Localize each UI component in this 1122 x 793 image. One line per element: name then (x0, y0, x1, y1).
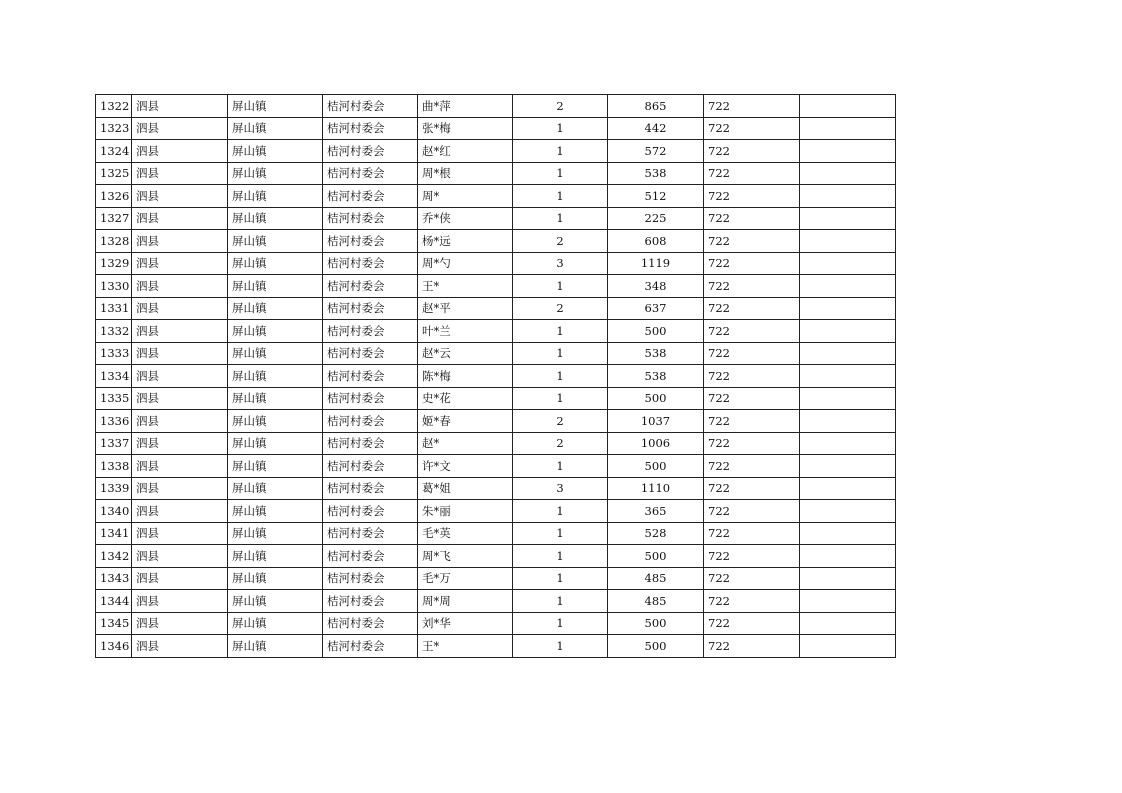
row-number-cell: 1338 (96, 455, 132, 478)
row-number-cell: 1324 (96, 140, 132, 163)
amount-cell: 1037 (608, 410, 704, 433)
table-row (96, 477, 896, 500)
table-row (96, 522, 896, 545)
person-name-cell: 陈*梅 (418, 365, 513, 388)
standard-cell: 722 (704, 387, 800, 410)
amount-cell: 1119 (608, 252, 704, 275)
standard-cell: 722 (704, 252, 800, 275)
person-name-cell: 王* (418, 275, 513, 298)
standard-cell: 722 (704, 500, 800, 523)
village-cell: 桔河村委会 (323, 432, 418, 455)
row-number-cell: 1339 (96, 477, 132, 500)
person-name-cell: 毛*万 (418, 567, 513, 590)
person-name-cell: 王* (418, 635, 513, 658)
town-cell: 屏山镇 (228, 545, 323, 568)
row-number-cell: 1346 (96, 635, 132, 658)
household-size-cell: 2 (513, 95, 608, 118)
table-row (96, 275, 896, 298)
amount-cell: 1110 (608, 477, 704, 500)
note-cell (800, 95, 896, 118)
standard-cell: 722 (704, 140, 800, 163)
county-cell: 泗县 (132, 545, 228, 568)
table-row (96, 230, 896, 253)
household-size-cell: 1 (513, 387, 608, 410)
standard-cell: 722 (704, 320, 800, 343)
village-cell: 桔河村委会 (323, 230, 418, 253)
village-cell: 桔河村委会 (323, 567, 418, 590)
document-sheet (95, 94, 895, 658)
village-cell: 桔河村委会 (323, 342, 418, 365)
village-cell: 桔河村委会 (323, 590, 418, 613)
county-cell: 泗县 (132, 387, 228, 410)
household-size-cell: 2 (513, 432, 608, 455)
table-row (96, 207, 896, 230)
row-number-cell: 1333 (96, 342, 132, 365)
amount-cell: 500 (608, 545, 704, 568)
household-size-cell: 1 (513, 162, 608, 185)
person-name-cell: 朱*丽 (418, 500, 513, 523)
town-cell: 屏山镇 (228, 635, 323, 658)
town-cell: 屏山镇 (228, 567, 323, 590)
household-size-cell: 2 (513, 230, 608, 253)
note-cell (800, 275, 896, 298)
person-name-cell: 杨*远 (418, 230, 513, 253)
amount-cell: 348 (608, 275, 704, 298)
table-row (96, 387, 896, 410)
table-row (96, 410, 896, 433)
village-cell: 桔河村委会 (323, 297, 418, 320)
table-row (96, 320, 896, 343)
household-size-cell: 1 (513, 365, 608, 388)
town-cell: 屏山镇 (228, 590, 323, 613)
note-cell (800, 590, 896, 613)
standard-cell: 722 (704, 477, 800, 500)
note-cell (800, 522, 896, 545)
table-row (96, 545, 896, 568)
standard-cell: 722 (704, 207, 800, 230)
amount-cell: 637 (608, 297, 704, 320)
standard-cell: 722 (704, 297, 800, 320)
row-number-cell: 1335 (96, 387, 132, 410)
person-name-cell: 赵*平 (418, 297, 513, 320)
note-cell (800, 320, 896, 343)
household-size-cell: 3 (513, 252, 608, 275)
county-cell: 泗县 (132, 320, 228, 343)
row-number-cell: 1332 (96, 320, 132, 343)
household-size-cell: 1 (513, 590, 608, 613)
town-cell: 屏山镇 (228, 410, 323, 433)
village-cell: 桔河村委会 (323, 500, 418, 523)
county-cell: 泗县 (132, 140, 228, 163)
note-cell (800, 635, 896, 658)
county-cell: 泗县 (132, 635, 228, 658)
county-cell: 泗县 (132, 365, 228, 388)
village-cell: 桔河村委会 (323, 162, 418, 185)
town-cell: 屏山镇 (228, 185, 323, 208)
table-row (96, 635, 896, 658)
person-name-cell: 周*根 (418, 162, 513, 185)
row-number-cell: 1345 (96, 612, 132, 635)
row-number-cell: 1344 (96, 590, 132, 613)
village-cell: 桔河村委会 (323, 140, 418, 163)
note-cell (800, 432, 896, 455)
person-name-cell: 赵*红 (418, 140, 513, 163)
household-size-cell: 2 (513, 410, 608, 433)
standard-cell: 722 (704, 410, 800, 433)
town-cell: 屏山镇 (228, 500, 323, 523)
household-size-cell: 1 (513, 117, 608, 140)
table-row (96, 252, 896, 275)
county-cell: 泗县 (132, 275, 228, 298)
town-cell: 屏山镇 (228, 522, 323, 545)
amount-cell: 865 (608, 95, 704, 118)
amount-cell: 538 (608, 342, 704, 365)
standard-cell: 722 (704, 545, 800, 568)
county-cell: 泗县 (132, 432, 228, 455)
household-size-cell: 3 (513, 477, 608, 500)
person-name-cell: 葛*姐 (418, 477, 513, 500)
note-cell (800, 387, 896, 410)
town-cell: 屏山镇 (228, 477, 323, 500)
table-row (96, 455, 896, 478)
note-cell (800, 342, 896, 365)
standard-cell: 722 (704, 432, 800, 455)
county-cell: 泗县 (132, 297, 228, 320)
person-name-cell: 周*勺 (418, 252, 513, 275)
person-name-cell: 周* (418, 185, 513, 208)
table-row (96, 185, 896, 208)
person-name-cell: 叶*兰 (418, 320, 513, 343)
note-cell (800, 365, 896, 388)
village-cell: 桔河村委会 (323, 320, 418, 343)
row-number-cell: 1337 (96, 432, 132, 455)
village-cell: 桔河村委会 (323, 117, 418, 140)
household-size-cell: 1 (513, 455, 608, 478)
standard-cell: 722 (704, 275, 800, 298)
county-cell: 泗县 (132, 455, 228, 478)
amount-cell: 500 (608, 612, 704, 635)
town-cell: 屏山镇 (228, 252, 323, 275)
village-cell: 桔河村委会 (323, 410, 418, 433)
amount-cell: 500 (608, 635, 704, 658)
household-size-cell: 1 (513, 635, 608, 658)
row-number-cell: 1341 (96, 522, 132, 545)
county-cell: 泗县 (132, 230, 228, 253)
row-number-cell: 1342 (96, 545, 132, 568)
table-row (96, 342, 896, 365)
town-cell: 屏山镇 (228, 342, 323, 365)
standard-cell: 722 (704, 95, 800, 118)
village-cell: 桔河村委会 (323, 365, 418, 388)
row-number-cell: 1334 (96, 365, 132, 388)
village-cell: 桔河村委会 (323, 95, 418, 118)
row-number-cell: 1327 (96, 207, 132, 230)
note-cell (800, 500, 896, 523)
person-name-cell: 曲*萍 (418, 95, 513, 118)
standard-cell: 722 (704, 522, 800, 545)
note-cell (800, 297, 896, 320)
town-cell: 屏山镇 (228, 207, 323, 230)
row-number-cell: 1343 (96, 567, 132, 590)
table-row (96, 297, 896, 320)
county-cell: 泗县 (132, 252, 228, 275)
household-size-cell: 1 (513, 342, 608, 365)
note-cell (800, 185, 896, 208)
standard-cell: 722 (704, 590, 800, 613)
person-name-cell: 史*花 (418, 387, 513, 410)
household-size-cell: 1 (513, 207, 608, 230)
standard-cell: 722 (704, 455, 800, 478)
county-cell: 泗县 (132, 95, 228, 118)
amount-cell: 442 (608, 117, 704, 140)
village-cell: 桔河村委会 (323, 275, 418, 298)
table-row (96, 432, 896, 455)
town-cell: 屏山镇 (228, 162, 323, 185)
town-cell: 屏山镇 (228, 95, 323, 118)
town-cell: 屏山镇 (228, 275, 323, 298)
table-row (96, 567, 896, 590)
town-cell: 屏山镇 (228, 140, 323, 163)
town-cell: 屏山镇 (228, 365, 323, 388)
amount-cell: 500 (608, 455, 704, 478)
person-name-cell: 毛*英 (418, 522, 513, 545)
household-size-cell: 1 (513, 140, 608, 163)
row-number-cell: 1323 (96, 117, 132, 140)
village-cell: 桔河村委会 (323, 207, 418, 230)
standard-cell: 722 (704, 365, 800, 388)
note-cell (800, 477, 896, 500)
village-cell: 桔河村委会 (323, 545, 418, 568)
note-cell (800, 162, 896, 185)
town-cell: 屏山镇 (228, 612, 323, 635)
row-number-cell: 1328 (96, 230, 132, 253)
amount-cell: 538 (608, 365, 704, 388)
town-cell: 屏山镇 (228, 387, 323, 410)
note-cell (800, 612, 896, 635)
county-cell: 泗县 (132, 117, 228, 140)
note-cell (800, 567, 896, 590)
county-cell: 泗县 (132, 612, 228, 635)
household-size-cell: 2 (513, 297, 608, 320)
person-name-cell: 刘*华 (418, 612, 513, 635)
household-size-cell: 1 (513, 567, 608, 590)
note-cell (800, 455, 896, 478)
table-row (96, 95, 896, 118)
row-number-cell: 1322 (96, 95, 132, 118)
household-size-cell: 1 (513, 320, 608, 343)
town-cell: 屏山镇 (228, 320, 323, 343)
note-cell (800, 410, 896, 433)
village-cell: 桔河村委会 (323, 455, 418, 478)
county-cell: 泗县 (132, 477, 228, 500)
note-cell (800, 117, 896, 140)
county-cell: 泗县 (132, 410, 228, 433)
person-name-cell: 周*飞 (418, 545, 513, 568)
table-row (96, 162, 896, 185)
row-number-cell: 1331 (96, 297, 132, 320)
amount-cell: 572 (608, 140, 704, 163)
town-cell: 屏山镇 (228, 432, 323, 455)
table-row (96, 500, 896, 523)
note-cell (800, 230, 896, 253)
standard-cell: 722 (704, 230, 800, 253)
amount-cell: 528 (608, 522, 704, 545)
amount-cell: 485 (608, 567, 704, 590)
person-name-cell: 周*周 (418, 590, 513, 613)
standard-cell: 722 (704, 162, 800, 185)
town-cell: 屏山镇 (228, 455, 323, 478)
row-number-cell: 1325 (96, 162, 132, 185)
county-cell: 泗县 (132, 185, 228, 208)
amount-cell: 365 (608, 500, 704, 523)
amount-cell: 500 (608, 320, 704, 343)
county-cell: 泗县 (132, 500, 228, 523)
village-cell: 桔河村委会 (323, 185, 418, 208)
standard-cell: 722 (704, 612, 800, 635)
village-cell: 桔河村委会 (323, 387, 418, 410)
person-name-cell: 张*梅 (418, 117, 513, 140)
row-number-cell: 1336 (96, 410, 132, 433)
person-name-cell: 许*文 (418, 455, 513, 478)
row-number-cell: 1329 (96, 252, 132, 275)
county-cell: 泗县 (132, 162, 228, 185)
town-cell: 屏山镇 (228, 117, 323, 140)
note-cell (800, 140, 896, 163)
town-cell: 屏山镇 (228, 297, 323, 320)
village-cell: 桔河村委会 (323, 612, 418, 635)
person-name-cell: 姬*春 (418, 410, 513, 433)
amount-cell: 485 (608, 590, 704, 613)
household-size-cell: 1 (513, 612, 608, 635)
note-cell (800, 252, 896, 275)
amount-cell: 608 (608, 230, 704, 253)
table-row (96, 365, 896, 388)
county-cell: 泗县 (132, 207, 228, 230)
standard-cell: 722 (704, 342, 800, 365)
person-name-cell: 赵*云 (418, 342, 513, 365)
note-cell (800, 545, 896, 568)
table-row (96, 590, 896, 613)
county-cell: 泗县 (132, 567, 228, 590)
row-number-cell: 1326 (96, 185, 132, 208)
records-table-body (96, 95, 896, 658)
amount-cell: 1006 (608, 432, 704, 455)
standard-cell: 722 (704, 635, 800, 658)
standard-cell: 722 (704, 117, 800, 140)
standard-cell: 722 (704, 185, 800, 208)
household-size-cell: 1 (513, 522, 608, 545)
village-cell: 桔河村委会 (323, 635, 418, 658)
county-cell: 泗县 (132, 522, 228, 545)
household-size-cell: 1 (513, 545, 608, 568)
household-size-cell: 1 (513, 275, 608, 298)
amount-cell: 225 (608, 207, 704, 230)
county-cell: 泗县 (132, 590, 228, 613)
amount-cell: 538 (608, 162, 704, 185)
table-row (96, 140, 896, 163)
household-size-cell: 1 (513, 185, 608, 208)
amount-cell: 500 (608, 387, 704, 410)
records-table (95, 94, 896, 658)
table-row (96, 612, 896, 635)
village-cell: 桔河村委会 (323, 477, 418, 500)
town-cell: 屏山镇 (228, 230, 323, 253)
amount-cell: 512 (608, 185, 704, 208)
standard-cell: 722 (704, 567, 800, 590)
village-cell: 桔河村委会 (323, 522, 418, 545)
county-cell: 泗县 (132, 342, 228, 365)
row-number-cell: 1330 (96, 275, 132, 298)
household-size-cell: 1 (513, 500, 608, 523)
row-number-cell: 1340 (96, 500, 132, 523)
table-row (96, 117, 896, 140)
person-name-cell: 乔*侠 (418, 207, 513, 230)
village-cell: 桔河村委会 (323, 252, 418, 275)
person-name-cell: 赵* (418, 432, 513, 455)
note-cell (800, 207, 896, 230)
